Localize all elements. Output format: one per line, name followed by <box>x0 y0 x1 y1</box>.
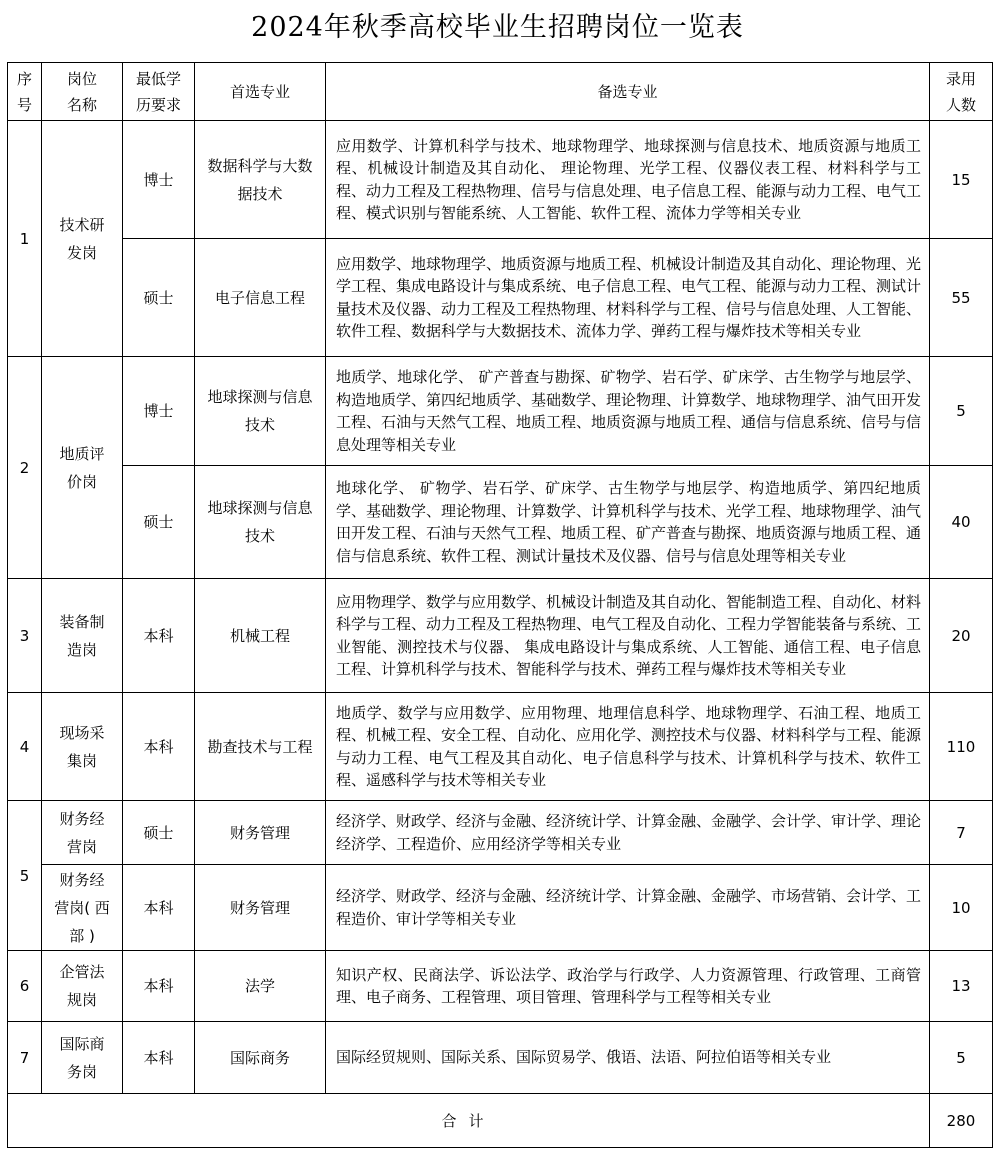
page-title: 2024年秋季高校毕业生招聘岗位一览表 <box>251 12 744 43</box>
edu-cell: 本科 <box>123 951 195 1022</box>
count-cell: 40 <box>930 466 993 579</box>
post-cell: 装备制造岗 <box>42 579 123 693</box>
header-post: 岗位名称 <box>42 63 123 121</box>
major-cell: 地球探测与信息技术 <box>195 357 326 466</box>
alt-majors-cell: 经济学、财政学、经济与金融、经济统计学、计算金融、金融学、会计学、审计学、理论经济学、工程造价、应用经济学等相关专业 <box>326 801 930 865</box>
count-cell: 10 <box>930 865 993 951</box>
edu-cell: 博士 <box>123 357 195 466</box>
major-cell: 数据科学与大数据技术 <box>195 121 326 239</box>
major-cell: 国际商务 <box>195 1022 326 1094</box>
count-cell: 7 <box>930 801 993 865</box>
table-row <box>8 865 993 951</box>
header-major: 首选专业 <box>195 63 326 121</box>
post-cell: 国际商务岗 <box>42 1022 123 1094</box>
count-cell: 5 <box>930 1022 993 1094</box>
edu-cell: 本科 <box>123 693 195 801</box>
table-row <box>8 1022 993 1094</box>
post-cell: 现场采集岗 <box>42 693 123 801</box>
header-alt: 备选专业 <box>326 63 930 121</box>
alt-majors-cell: 应用数学、计算机科学与技术、地球物理学、地球探测与信息技术、地质资源与地质工程、机械设计制造及其自动化、 理论物理、光学工程、仪器仪表工程、材料科学与工程、动力工程及工程热物理、信号与信息处理、电子信息工程、能源与动力工程、电气工程、模式识别与智能系统、人工智能、软件工程、流体力学等相关专业 <box>326 121 930 239</box>
count-cell: 13 <box>930 951 993 1022</box>
table-row <box>8 121 993 239</box>
seq-cell: 6 <box>8 951 42 1022</box>
edu-cell: 本科 <box>123 865 195 951</box>
alt-majors-cell: 地质学、地球化学、 矿产普查与勘探、矿物学、岩石学、矿床学、古生物学与地层学、构造地质学、第四纪地质学、基础数学、理论物理、计算数学、地球物理学、油气田开发工程、石油与天然气工程、地质工程、地质资源与地质工程、通信与信息系统、信号与信息处理等相关专业 <box>326 357 930 466</box>
major-cell: 地球探测与信息技术 <box>195 466 326 579</box>
seq-cell: 2 <box>8 357 42 579</box>
alt-majors-cell: 地质学、数学与应用数学、应用物理、地理信息科学、地球物理学、石油工程、地质工程、机械工程、安全工程、自动化、应用化学、测控技术与仪器、材料科学与工程、能源与动力工程、电气工程及其自动化、电子信息科学与技术、计算机科学与技术、软件工程、遥感科学与技术等相关专业 <box>326 693 930 801</box>
major-cell: 财务管理 <box>195 801 326 865</box>
post-cell: 企管法规岗 <box>42 951 123 1022</box>
table-row <box>8 801 993 865</box>
post-cell: 地质评价岗 <box>42 357 123 579</box>
major-cell: 机械工程 <box>195 579 326 693</box>
seq-cell: 5 <box>8 801 42 951</box>
header-seq: 序号 <box>8 63 42 121</box>
table-row <box>8 466 993 579</box>
alt-majors-cell: 地球化学、 矿物学、岩石学、矿床学、古生物学与地层学、构造地质学、第四纪地质学、基础数学、理论物理、计算数学、计算机科学与技术、光学工程、地球物理学、油气田开发工程、石油与天然气工程、地质工程、矿产普查与勘探、地质资源与地质工程、通信与信息系统、软件工程、测试计量技术及仪器、信号与信息处理等相关专业 <box>326 466 930 579</box>
edu-cell: 硕士 <box>123 239 195 357</box>
header-edu: 最低学历要求 <box>123 63 195 121</box>
table-row <box>8 357 993 466</box>
major-cell: 电子信息工程 <box>195 239 326 357</box>
table-row <box>8 951 993 1022</box>
post-cell: 财务经营岗 <box>42 801 123 865</box>
major-cell: 法学 <box>195 951 326 1022</box>
table-row <box>8 239 993 357</box>
count-cell: 15 <box>930 121 993 239</box>
edu-cell: 博士 <box>123 121 195 239</box>
alt-majors-cell: 国际经贸规则、国际关系、国际贸易学、俄语、法语、阿拉伯语等相关专业 <box>326 1022 930 1094</box>
seq-cell: 7 <box>8 1022 42 1094</box>
edu-cell: 本科 <box>123 579 195 693</box>
seq-cell: 1 <box>8 121 42 357</box>
total-row <box>8 1094 993 1148</box>
edu-cell: 硕士 <box>123 466 195 579</box>
alt-majors-cell: 知识产权、民商法学、诉讼法学、政治学与行政学、人力资源管理、行政管理、工商管理、电子商务、工程管理、项目管理、管理科学与工程等相关专业 <box>326 951 930 1022</box>
edu-cell: 本科 <box>123 1022 195 1094</box>
post-cell: 财务经营岗( 西部 ) <box>42 865 123 951</box>
count-cell: 20 <box>930 579 993 693</box>
header-row <box>8 63 993 121</box>
edu-cell: 硕士 <box>123 801 195 865</box>
table-row <box>8 693 993 801</box>
major-cell: 财务管理 <box>195 865 326 951</box>
count-cell: 5 <box>930 357 993 466</box>
post-cell: 技术研发岗 <box>42 121 123 357</box>
count-cell: 55 <box>930 239 993 357</box>
alt-majors-cell: 应用数学、地球物理学、地质资源与地质工程、机械设计制造及其自动化、理论物理、光学工程、集成电路设计与集成系统、电子信息工程、电气工程、能源与动力工程、测试计量技术及仪器、动力工程及工程热物理、材料科学与工程、信号与信息处理、人工智能、软件工程、数据科学与大数据技术、流体力学、弹药工程与爆炸技术等相关专业 <box>326 239 930 357</box>
recruitment-table <box>7 62 993 1148</box>
table-row <box>8 579 993 693</box>
major-cell: 勘查技术与工程 <box>195 693 326 801</box>
alt-majors-cell: 应用物理学、数学与应用数学、机械设计制造及其自动化、智能制造工程、自动化、材料科学与工程、动力工程及工程热物理、电气工程及自动化、工程力学智能装备与系统、工业智能、测控技术与仪器、 集成电路设计与集成系统、人工智能、通信工程、电子信息工程、计算机科学与技术、智能科学与技术、弹药工程与爆炸技术等相关专业 <box>326 579 930 693</box>
seq-cell: 4 <box>8 693 42 801</box>
count-cell: 110 <box>930 693 993 801</box>
header-count: 录用人数 <box>930 63 993 121</box>
total-value: 280 <box>930 1094 993 1148</box>
seq-cell: 3 <box>8 579 42 693</box>
alt-majors-cell: 经济学、财政学、经济与金融、经济统计学、计算金融、金融学、市场营销、会计学、工程造价、审计学等相关专业 <box>326 865 930 951</box>
total-label: 合计 <box>8 1094 930 1148</box>
